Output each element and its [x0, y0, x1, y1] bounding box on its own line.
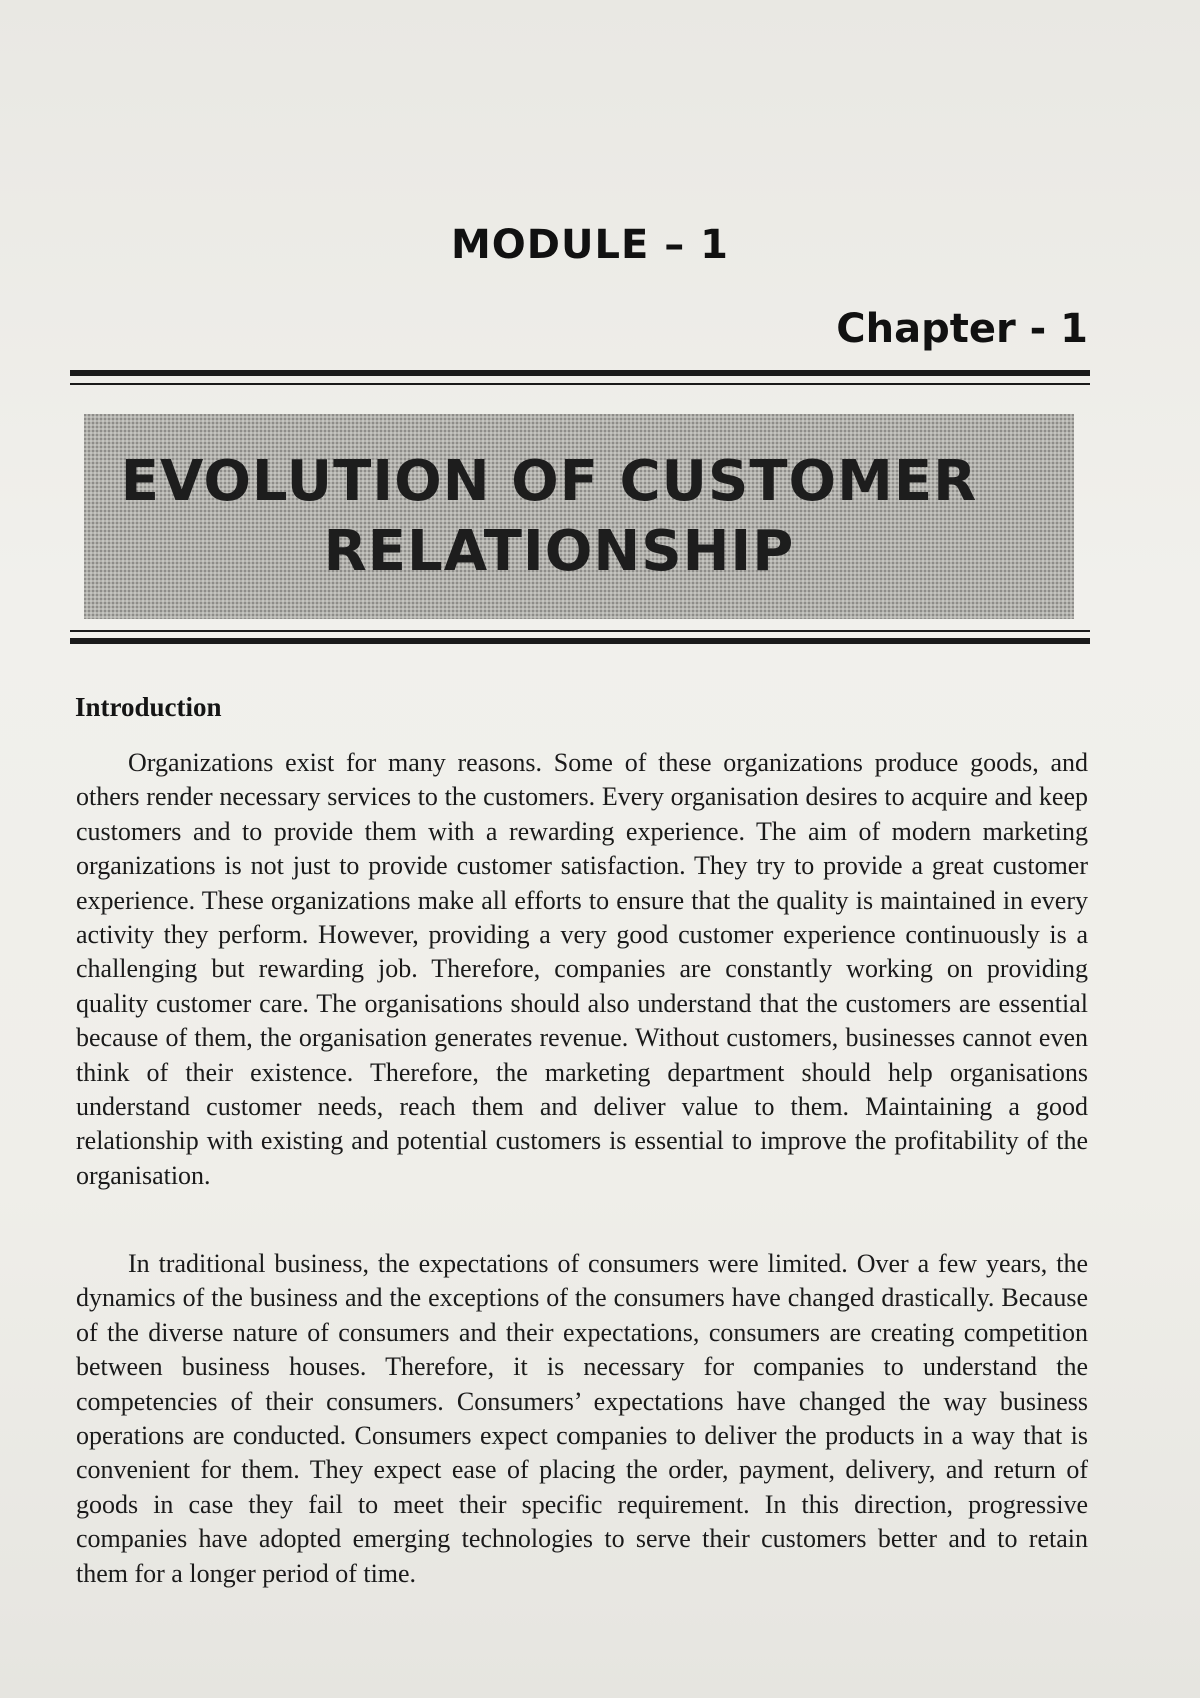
bottom-rule-thin	[70, 630, 1090, 632]
chapter-title-line-2: RELATIONSHIP	[323, 518, 795, 584]
body-paragraph-1: Organizations exist for many reasons. Some of these organizations produce goods, and others render necessary services to the customers. Every organisation desires to acquire and keep customers and to provide them with a rewarding experience. The aim of modern marketing organizations is not just to provide customer satisfaction. They try to provide a great customer experience. These organizations make all efforts to ensure that the quality is maintained in every activity they perform. However, providing a very good customer experience continuously is a challenging but rewarding job. Therefore, companies are constantly working on providing quality customer care. The organisations should also understand that the customers are essential because of them, the organisation generates revenue. Without customers, businesses cannot even think of their existence. Therefore, the marketing department should help organisations understand customer needs, reach them and deliver value to them. Maintaining a good relationship with existing and potential customers is essential to improve the profitability of the organisation.	[76, 748, 1088, 1190]
bottom-rule-thick	[70, 638, 1090, 644]
section-heading: Introduction	[75, 692, 222, 722]
top-rule-thick	[70, 370, 1090, 376]
body-paragraph-2: In traditional business, the expectations of consumers were limited. Over a few years, the dynamics of the business and the exceptions of the consumers have changed drastically. Because of the diverse nature of consumers and their expectations, consumers are creating competition between business houses. Therefore, it is necessary for companies to understand the competencies of their consumers. Consumers’ expectations have changed the way business operations are conducted. Consumers expect companies to deliver the products in a way that is convenient for them. They expect ease of placing the order, payment, delivery, and return of goods in case they fail to meet their specific requirement. In this direction, progressive companies have adopted emerging technologies to serve their customers better and to retain them for a longer period of time.	[76, 1249, 1088, 1588]
chapter-title-line-1: EVOLUTION OF CUSTOMER	[120, 448, 978, 514]
module-title: MODULE – 1	[451, 222, 729, 268]
chapter-title-banner	[84, 414, 1074, 619]
top-rule-thin	[70, 383, 1090, 385]
chapter-label: Chapter - 1	[836, 306, 1088, 352]
